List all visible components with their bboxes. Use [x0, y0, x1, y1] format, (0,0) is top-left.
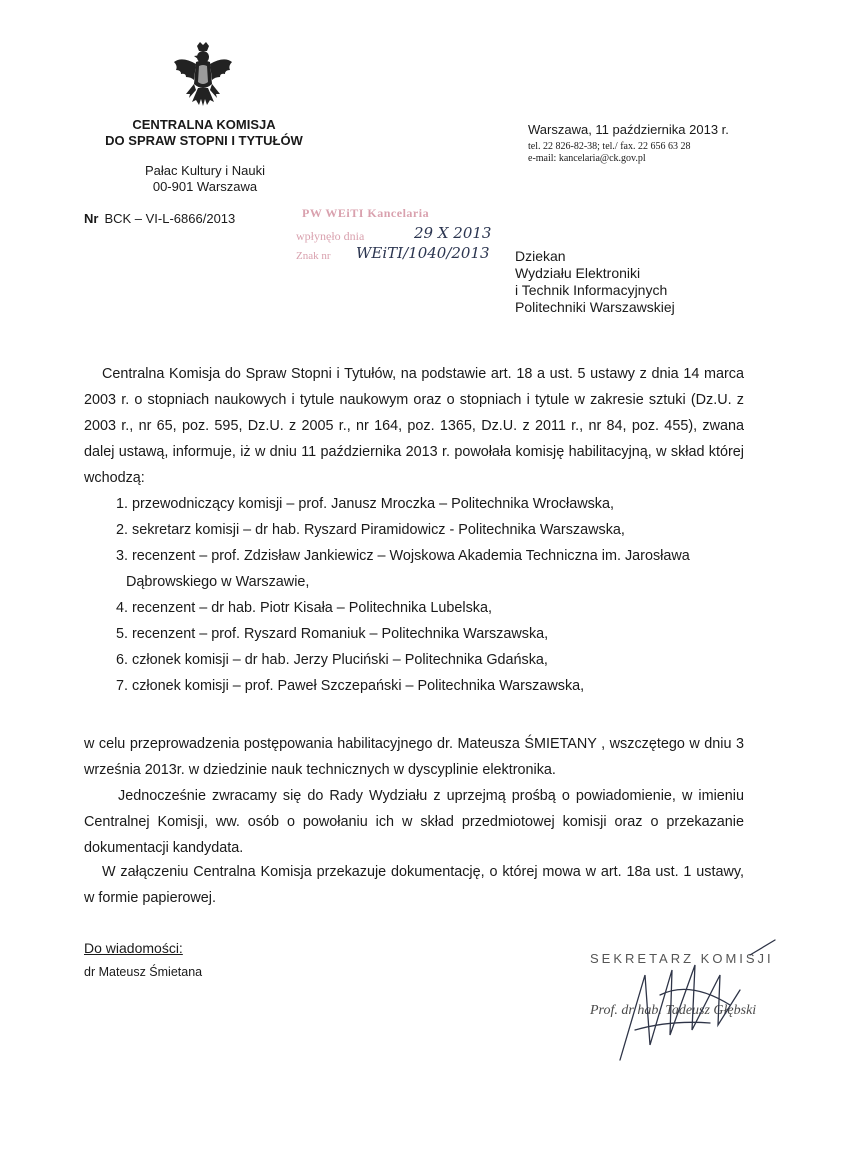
- list-item: 1. przewodniczący komisji – prof. Janusz Mroczka – Politechnika Wrocławska,: [116, 496, 615, 512]
- signature-title: SEKRETARZ KOMISJI: [590, 951, 774, 966]
- reference-number: [84, 211, 235, 226]
- stamp-handwritten-number: WEiTI/1040/2013: [356, 244, 490, 262]
- body-paragraph-attachment: W załączeniu Centralna Komisja przekazuje dokumentację, o której mowa w art. 18a ust. 1 ustawy, w formie papierowej.: [84, 864, 744, 906]
- contact-email: e-mail: kancelaria@ck.gov.pl: [528, 153, 646, 164]
- handwritten-signature-icon: [600, 935, 790, 1065]
- list-item: 5. recenzent – prof. Ryszard Romaniuk – Politechnika Warszawska,: [116, 626, 549, 642]
- stamp-received-label: wpłynęło dnia: [296, 229, 365, 243]
- reference-value: BCK – VI-L-6866/2013: [104, 211, 236, 226]
- stamp-number-label: Znak nr: [296, 250, 331, 262]
- recipient-address: Dziekan Wydziału Elektroniki i Technik Informacyjnych Politechniki Warszawskiej: [515, 248, 675, 315]
- organization-address: Pałac Kultury i Nauki 00-901 Warszawa: [145, 163, 265, 194]
- contact-info: [528, 141, 690, 165]
- body-paragraph-intro: Centralna Komisja do Spraw Stopni i Tytułów, na podstawie art. 18 a ust. 5 ustawy z dnia 14 marca 2003 r. o stopniach naukowych i tytule naukowym oraz o stopniach i tytule w zakresie sztuki (Dz.U. z 2003 r., nr 65, poz. 595, Dz.U. z 2005 r., nr 164, poz. 1365, Dz.U. z 2011 r., nr 84, poz. 455), zwana dalej ustawą, informuje, iż w dniu 11 października 2013 r. powołała komisję habilitacyjną, w skład której wchodzą:: [84, 366, 744, 486]
- polish-eagle-emblem-icon: [172, 42, 234, 112]
- cc-label: Do wiadomości:: [84, 940, 183, 956]
- list-item: 7. członek komisji – prof. Paweł Szczepański – Politechnika Warszawska,: [116, 678, 585, 694]
- cc-recipient: dr Mateusz Śmietana: [84, 965, 203, 979]
- commission-members-list: [116, 491, 756, 699]
- place-and-date: Warszawa, 11 października 2013 r.: [528, 122, 729, 137]
- contact-phone: tel. 22 826-82-38; tel./ fax. 22 656 63 28: [528, 141, 691, 152]
- stamp-office: PW WEiTI Kancelaria: [302, 206, 430, 220]
- body-paragraph-purpose: w celu przeprowadzenia postępowania habilitacyjnego dr. Mateusza ŚMIETANY , wszczętego w dniu 3 września 2013r. w dziedzinie nauk technicznych w dyscyplinie elektronika.: [84, 736, 744, 778]
- list-item: 3. recenzent – prof. Zdzisław Jankiewicz – Wojskowa Akademia Techniczna im. Jarosława: [116, 548, 690, 564]
- registration-stamp: [296, 206, 516, 268]
- stamp-handwritten-date: 29 X 2013: [414, 224, 492, 242]
- body-paragraph-request: Jednocześnie zwracamy się do Rady Wydziału z uprzejmą prośbą o powiadomienie, w imieniu Centralnej Komisji, ww. osób o powołaniu ich w skład przedmiotowej komisji oraz o przekazanie dokumentacji kandydata.: [84, 788, 744, 856]
- organization-name: CENTRALNA KOMISJA DO SPRAW STOPNI I TYTUŁÓW: [105, 117, 303, 148]
- list-item: 4. recenzent – dr hab. Piotr Kisała – Politechnika Lubelska,: [116, 600, 492, 616]
- signatory-name: Prof. dr hab. Tadeusz Głębski: [590, 1003, 757, 1018]
- list-item-continuation: Dąbrowskiego w Warszawie,: [126, 574, 310, 590]
- list-item: 2. sekretarz komisji – dr hab. Ryszard Piramidowicz - Politechnika Warszawska,: [116, 522, 625, 538]
- reference-label: Nr: [84, 211, 99, 226]
- list-item: 6. członek komisji – dr hab. Jerzy Pluciński – Politechnika Gdańska,: [116, 652, 548, 668]
